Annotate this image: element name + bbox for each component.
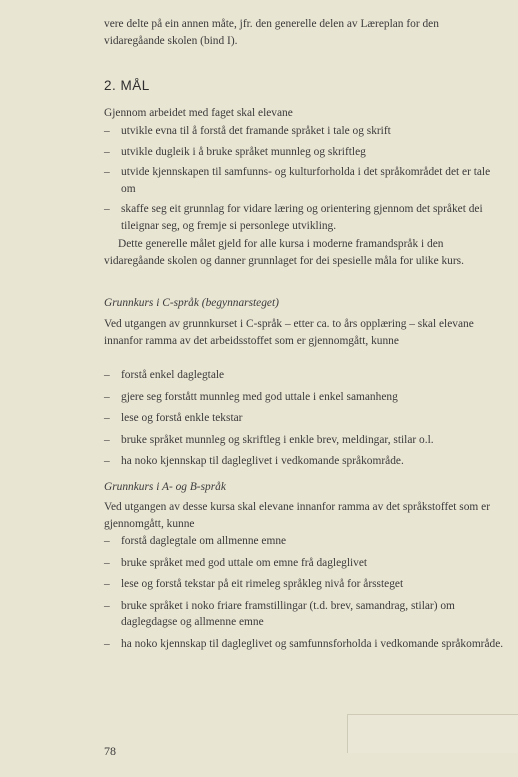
ab-course-list bbox=[104, 533, 504, 658]
list-item: – utvikle dugleik i å bruke språket munnleg og skriftleg bbox=[104, 144, 504, 161]
list-item: – lese og forstå tekstar på eit rimeleg språkleg nivå for årssteget bbox=[104, 576, 504, 593]
c-course-list bbox=[104, 367, 504, 475]
list-item: – gjere seg forstått munnleg med god uttale i enkel samanheng bbox=[104, 389, 504, 406]
ab-course-title: Grunnkurs i A- og B-språk bbox=[104, 481, 226, 493]
ab-course-intro: Ved utgangen av desse kursa skal elevane innanfor ramma av det språkstoffet som er gjennomgått, kunne bbox=[104, 501, 490, 530]
list-item: – ha noko kjennskap til dagleglivet i vedkomande språkområde. bbox=[104, 453, 504, 470]
c-course-intro: Ved utgangen av grunnkurset i C-språk – etter ca. to års opplæring – skal elevane innanfor ramma av det arbeidsstoffet som er gjennomgått, kunne bbox=[104, 318, 474, 347]
section-heading: 2. MÅL bbox=[104, 78, 150, 93]
intro-paragraph: vere delte på ein annen måte, jfr. den generelle delen av Læreplan for den vidaregåande skolen (bind I). bbox=[104, 18, 439, 47]
list-item: – utvide kjennskapen til samfunns- og kulturforholda i det språkområdet det er tale om bbox=[104, 164, 504, 197]
general-goal-paragraph: Dette generelle målet gjeld for alle kursa i moderne framandspråk i den vidaregåande skolen og danner grunnlaget for dei spesielle måla for ulike kurs. bbox=[104, 238, 464, 267]
list-item: – lese og forstå enkle tekstar bbox=[104, 410, 504, 427]
list-item: – utvikle evna til å forstå det framande språket i tale og skrift bbox=[104, 123, 504, 140]
c-course-title: Grunnkurs i C-språk (begynnarsteget) bbox=[104, 297, 279, 309]
page-corner-mark bbox=[347, 714, 518, 753]
goals-intro: Gjennom arbeidet med faget skal elevane bbox=[104, 107, 293, 119]
page-number: 78 bbox=[104, 744, 116, 758]
list-item: – bruke språket munnleg og skriftleg i enkle brev, meldingar, stilar o.l. bbox=[104, 432, 504, 449]
list-item: – bruke språket med god uttale om emne frå dagleglivet bbox=[104, 555, 504, 572]
list-item: – skaffe seg eit grunnlag for vidare læring og orientering gjennom det språket dei tileignar seg, og fremje si personlege utvikling. bbox=[104, 201, 504, 234]
goals-list bbox=[104, 123, 504, 239]
list-item: – forstå daglegtale om allmenne emne bbox=[104, 533, 504, 550]
list-item: – forstå enkel daglegtale bbox=[104, 367, 504, 384]
list-item: – bruke språket i noko friare framstillingar (t.d. brev, samandrag, stilar) om daglegdagse og allmenne emne bbox=[104, 598, 504, 631]
list-item: – ha noko kjennskap til dagleglivet og samfunnsforholda i vedkomande språkområde. bbox=[104, 636, 504, 653]
